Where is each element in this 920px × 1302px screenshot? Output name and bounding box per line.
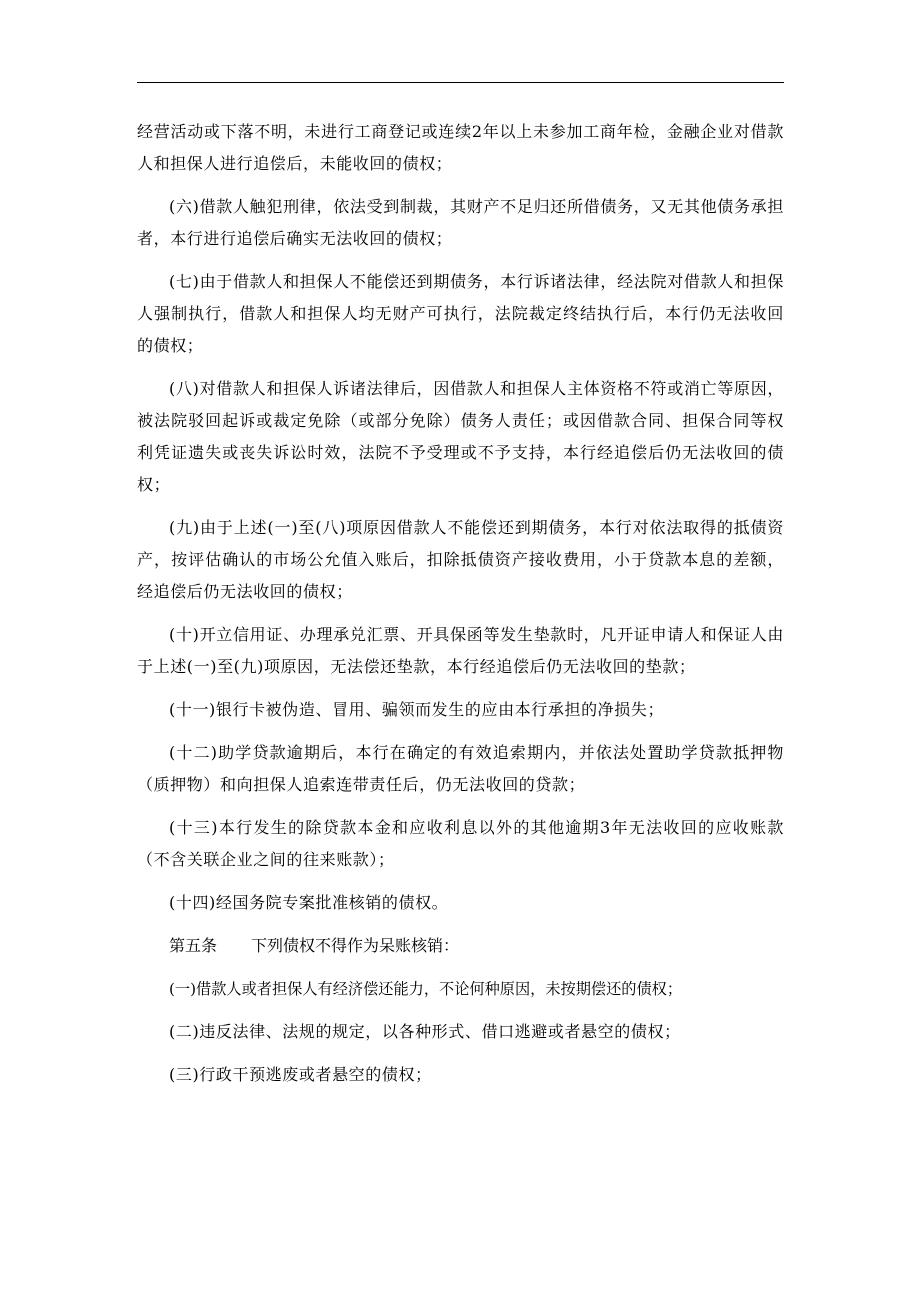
paragraph-item-12: (十二)助学贷款逾期后，本行在确定的有效追索期内，并依法处置助学贷款抵押物（质押物）和向担保人追索连带责任后，仍无法收回的贷款； — [137, 743, 784, 794]
paragraph-item-8: (八)对借款人和担保人诉诸法律后，因借款人和担保人主体资格不符或消亡等原因，被法院驳回起诉或裁定免除（或部分免除）债务人责任；或因借款合同、担保合同等权利凭证遗失或丧失诉讼时效，法院不予受理或不予支持，本行经追偿后仍无法收回的债权； — [137, 379, 784, 494]
list-item-3: (三)行政干预逃废或者悬空的债权； — [169, 1065, 432, 1084]
header-rule — [137, 82, 784, 83]
paragraph-item-6: (六)借款人触犯刑律，依法受到制裁，其财产不足归还所借债务，又无其他债务承担者，本行进行追偿后确实无法收回的债权； — [137, 197, 784, 248]
article-heading-text: 下列债权不得作为呆账核销： — [251, 936, 460, 955]
paragraph-item-10: (十)开立信用证、办理承兑汇票、开具保函等发生垫款时，凡开证申请人和保证人由于上述(一)至(九)项原因，无法偿还垫款，本行经追偿后仍无法收回的垫款； — [137, 625, 784, 676]
article-5-heading — [137, 930, 784, 962]
article-number: 第五条 — [169, 936, 218, 955]
paragraph-item-9: (九)由于上述(一)至(八)项原因借款人不能偿还到期债务，本行对依法取得的抵债资产，按评估确认的市场公允值入账后，扣除抵债资产接收费用，小于贷款本息的差额，经追偿后仍无法收回的债权； — [137, 518, 784, 601]
paragraph-item-14: (十四)经国务院专案批准核销的债权。 — [169, 893, 449, 912]
list-item-2: (二)违反法律、法规的规定，以各种形式、借口逃避或者悬空的债权； — [169, 1022, 681, 1041]
document-body — [137, 116, 784, 1102]
paragraph-item-11: (十一)银行卡被伪造、冒用、骗领而发生的应由本行承担的净损失； — [169, 700, 665, 719]
list-item-1: (一)借款人或者担保人有经济偿还能力，不论何种原因，未按期偿还的债权； — [169, 980, 683, 998]
paragraph-item-7: (七)由于借款人和担保人不能偿还到期债务，本行诉诸法律，经法院对借款人和担保人强制执行，借款人和担保人均无财产可执行，法院裁定终结执行后，本行仍无法收回的债权； — [137, 272, 784, 355]
paragraph-continuation: 经营活动或下落不明，未进行工商登记或连续2年以上未参加工商年检，金融企业对借款人和担保人进行追偿后，未能收回的债权； — [137, 122, 784, 173]
paragraph-item-13: (十三)本行发生的除贷款本金和应收利息以外的其他逾期3年无法收回的应收账款（不含关联企业之间的往来账款）； — [137, 818, 784, 869]
